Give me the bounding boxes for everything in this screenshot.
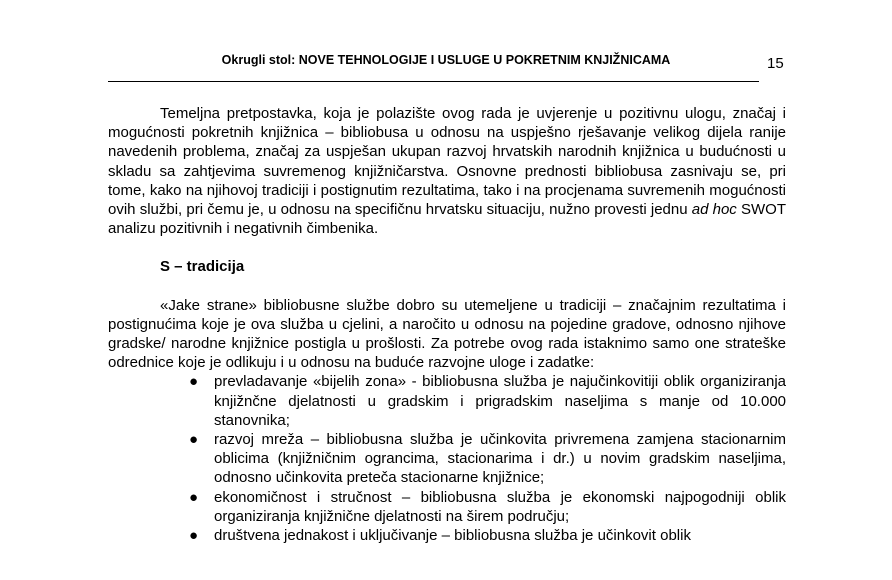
list-item [189, 430, 786, 488]
header-divider [108, 81, 759, 82]
list-item [189, 488, 786, 526]
intro-paragraph [108, 104, 786, 238]
page-number: 15 [767, 55, 784, 72]
intro-text-before: Temeljna pretpostavka, koja je polazište ovog rada je uvjerenje u pozitivnu ulogu, značaj i mogućnosti pokretnih knjižnica – bibliobusa u odnosu na uspješno rješavanje velikog dijela ranije navedenih problema, značaj za uspješan ukupan razvoj hrvatskih narodnih knjižnica u budućnosti u skladu sa zahtjevima suvremenog knjižničarstva. Osnovne prednosti bibliobusa zasnivaju se, pri tome, kako na njihovoj tradiciji i postignutim rezultatima, tako i na procjenama suvremenih mogućnosti ovih službi, pri čemu je, u odnosu na specifičnu hrvatsku situaciju, nužno provesti jednu [108, 105, 786, 219]
running-header-title: Okrugli stol: NOVE TEHNOLOGIJE I USLUGE U POKRETNIM KNJIŽNICAMA [221, 53, 671, 67]
bullet-icon: ● [189, 373, 199, 391]
list-item-text: prevladavanje «bijelih zona» - bibliobusna služba je najučinkovitiji oblik organiziranja knjižnčne djelatnosti u gradskim i prigradskim naseljima s manje od 10.000 stanovnika; [214, 373, 786, 429]
bullet-list [108, 372, 786, 545]
intro-text-italic: ad hoc [691, 201, 737, 219]
body-text [108, 104, 786, 545]
section-heading: S – tradicija [160, 258, 245, 276]
bullet-icon: ● [189, 527, 199, 545]
list-item-text: ekonomičnost i stručnost – bibliobusna služba je ekonomski najpogodniji oblik organiziranja knjižnične djelatnosti na širem području; [214, 488, 786, 525]
bullet-icon: ● [189, 431, 199, 449]
bullet-icon: ● [189, 488, 199, 506]
list-item [189, 526, 786, 545]
tradition-paragraph: «Jake strane» bibliobusne službe dobro su utemeljene u tradiciji – značajnim rezultatima i postignućima koje je ova služba u cjelini, a naročito u odnosu na pojedine gradove, odnosno njihove gradske/ narodne knjižnice postigla u prošlosti. Za potrebe ovog rada istaknimo samo one strateške odrednice koje je odlikuju i u odnosu na buduće razvojne uloge i zadatke: [108, 296, 786, 372]
intro-text-after: SWOT analizu pozitivnih i negativnih čimbenika. [108, 201, 786, 238]
list-item [189, 372, 786, 430]
list-item-text: razvoj mreža – bibliobusna služba je učinkovita privremena zamjena stacionarnim oblicima (knjižničnim ograncima, stacionarima i dr.) u novim gradskim naseljima, odnosno učinkovita preteča stacionarne knjižnice; [214, 431, 786, 487]
list-item-text: društvena jednakost i uključivanje – bibliobusna služba je učinkovit oblik [214, 527, 691, 545]
